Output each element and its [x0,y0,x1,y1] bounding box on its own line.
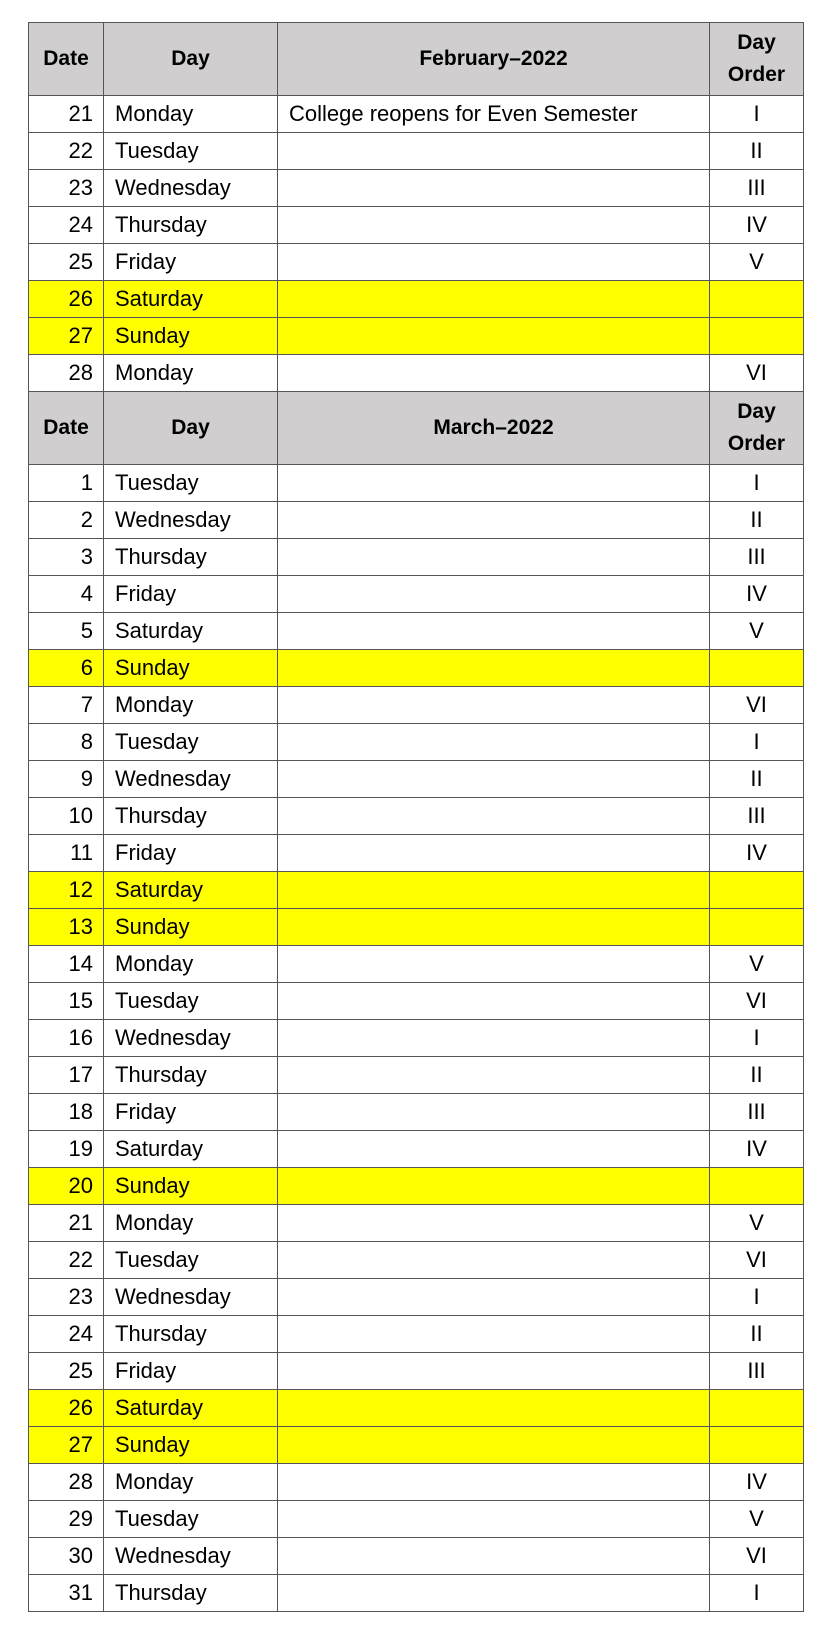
day-order-cell: V [710,244,804,281]
day-cell: Friday [104,576,278,613]
event-cell [278,502,710,539]
day-cell: Tuesday [104,1242,278,1279]
day-order-cell: I [710,465,804,502]
table-row [29,1094,804,1131]
day-order-cell: III [710,1353,804,1390]
day-order-cell [710,281,804,318]
table-row-holiday [29,1427,804,1464]
event-cell [278,355,710,392]
header-day: Day [104,392,278,465]
academic-calendar-table [28,22,804,1612]
day-cell: Friday [104,1094,278,1131]
date-cell: 23 [29,1279,104,1316]
table-row [29,1501,804,1538]
date-cell: 29 [29,1501,104,1538]
table-row-holiday [29,650,804,687]
table-row [29,983,804,1020]
event-cell [278,1020,710,1057]
table-row [29,724,804,761]
day-cell: Monday [104,687,278,724]
table-row [29,1538,804,1575]
date-cell: 24 [29,207,104,244]
day-cell: Friday [104,1353,278,1390]
day-order-cell: VI [710,983,804,1020]
event-cell [278,576,710,613]
day-cell: Monday [104,96,278,133]
event-cell [278,835,710,872]
event-cell [278,650,710,687]
day-order-cell: IV [710,207,804,244]
header-day: Day [104,23,278,96]
date-cell: 15 [29,983,104,1020]
date-cell: 4 [29,576,104,613]
table-row [29,576,804,613]
table-row [29,539,804,576]
event-cell [278,798,710,835]
day-cell: Monday [104,946,278,983]
day-cell: Sunday [104,650,278,687]
day-order-cell [710,872,804,909]
table-row-holiday [29,1168,804,1205]
date-cell: 21 [29,1205,104,1242]
date-cell: 30 [29,1538,104,1575]
table-row-holiday [29,909,804,946]
table-row [29,946,804,983]
header-day-order [710,23,804,96]
event-cell [278,133,710,170]
day-order-cell: IV [710,1464,804,1501]
event-cell [278,1390,710,1427]
date-cell: 21 [29,96,104,133]
day-cell: Saturday [104,281,278,318]
day-cell: Sunday [104,1427,278,1464]
day-cell: Tuesday [104,983,278,1020]
date-cell: 18 [29,1094,104,1131]
event-cell [278,281,710,318]
day-cell: Tuesday [104,1501,278,1538]
day-order-cell: I [710,724,804,761]
day-order-cell: I [710,96,804,133]
date-cell: 1 [29,465,104,502]
table-row [29,1575,804,1612]
day-order-cell: VI [710,687,804,724]
day-order-cell: II [710,761,804,798]
table-row [29,761,804,798]
day-order-cell: V [710,1501,804,1538]
table-row [29,170,804,207]
date-cell: 28 [29,1464,104,1501]
event-cell [278,1131,710,1168]
event-cell [278,318,710,355]
table-row [29,207,804,244]
day-order-cell [710,1427,804,1464]
table-row [29,355,804,392]
table-row [29,1020,804,1057]
date-cell: 22 [29,1242,104,1279]
day-cell: Tuesday [104,465,278,502]
day-order-cell [710,318,804,355]
day-cell: Sunday [104,1168,278,1205]
date-cell: 9 [29,761,104,798]
day-cell: Wednesday [104,1538,278,1575]
day-cell: Monday [104,1205,278,1242]
day-order-cell: III [710,539,804,576]
day-order-cell: II [710,133,804,170]
header-month: March–2022 [278,392,710,465]
day-cell: Monday [104,1464,278,1501]
date-cell: 10 [29,798,104,835]
table-row [29,1205,804,1242]
day-cell: Thursday [104,207,278,244]
event-cell [278,1538,710,1575]
table-row [29,687,804,724]
table-row-holiday [29,1390,804,1427]
day-order-cell: IV [710,835,804,872]
header-day-order-line2: Order [727,63,786,86]
date-cell: 17 [29,1057,104,1094]
event-cell [278,1353,710,1390]
event-cell [278,1575,710,1612]
table-row [29,1242,804,1279]
day-order-cell [710,1390,804,1427]
event-cell [278,946,710,983]
day-cell: Saturday [104,613,278,650]
day-cell: Wednesday [104,170,278,207]
date-cell: 19 [29,1131,104,1168]
day-cell: Saturday [104,1131,278,1168]
day-cell: Thursday [104,1575,278,1612]
day-cell: Thursday [104,798,278,835]
table-row [29,835,804,872]
day-order-cell: II [710,1316,804,1353]
header-date: Date [29,23,104,96]
day-order-cell: I [710,1020,804,1057]
day-cell: Wednesday [104,1020,278,1057]
table-row [29,244,804,281]
day-cell: Saturday [104,872,278,909]
event-cell [278,244,710,281]
date-cell: 7 [29,687,104,724]
day-order-cell: VI [710,1538,804,1575]
date-cell: 28 [29,355,104,392]
date-cell: 2 [29,502,104,539]
day-order-cell: IV [710,576,804,613]
table-row [29,1464,804,1501]
day-order-cell: III [710,170,804,207]
event-cell [278,613,710,650]
event-cell [278,1242,710,1279]
date-cell: 6 [29,650,104,687]
day-order-cell: II [710,502,804,539]
date-cell: 26 [29,281,104,318]
day-cell: Thursday [104,539,278,576]
day-cell: Saturday [104,1390,278,1427]
day-order-cell: V [710,946,804,983]
section-header-row [29,392,804,465]
day-cell: Sunday [104,909,278,946]
event-cell [278,1094,710,1131]
date-cell: 26 [29,1390,104,1427]
day-order-cell: V [710,613,804,650]
date-cell: 25 [29,1353,104,1390]
day-cell: Wednesday [104,761,278,798]
event-cell [278,465,710,502]
table-row [29,465,804,502]
day-order-cell: I [710,1279,804,1316]
event-cell [278,872,710,909]
table-row [29,798,804,835]
day-cell: Wednesday [104,502,278,539]
date-cell: 23 [29,170,104,207]
date-cell: 27 [29,318,104,355]
event-cell [278,909,710,946]
date-cell: 22 [29,133,104,170]
header-day-order-line1: Day [737,400,776,423]
table-row [29,1057,804,1094]
date-cell: 11 [29,835,104,872]
event-cell [278,207,710,244]
table-row [29,133,804,170]
date-cell: 20 [29,1168,104,1205]
day-cell: Thursday [104,1057,278,1094]
table-row [29,96,804,133]
calendar-body [29,23,804,1612]
header-day-order [710,392,804,465]
day-cell: Sunday [104,318,278,355]
event-cell [278,1427,710,1464]
event-cell: College reopens for Even Semester [278,96,710,133]
table-row-holiday [29,872,804,909]
table-row [29,502,804,539]
day-order-cell: III [710,798,804,835]
section-header-row [29,23,804,96]
day-order-cell [710,1168,804,1205]
day-order-cell: VI [710,355,804,392]
date-cell: 14 [29,946,104,983]
event-cell [278,761,710,798]
date-cell: 25 [29,244,104,281]
header-date: Date [29,392,104,465]
event-cell [278,724,710,761]
event-cell [278,983,710,1020]
event-cell [278,1464,710,1501]
day-cell: Friday [104,835,278,872]
event-cell [278,170,710,207]
day-cell: Thursday [104,1316,278,1353]
date-cell: 13 [29,909,104,946]
table-row [29,1131,804,1168]
header-day-order-line2: Order [727,432,786,455]
day-order-cell [710,909,804,946]
day-order-cell: I [710,1575,804,1612]
day-order-cell: IV [710,1131,804,1168]
event-cell [278,1205,710,1242]
event-cell [278,539,710,576]
date-cell: 8 [29,724,104,761]
header-day-order-line1: Day [737,31,776,54]
day-order-cell: VI [710,1242,804,1279]
date-cell: 27 [29,1427,104,1464]
date-cell: 31 [29,1575,104,1612]
date-cell: 3 [29,539,104,576]
date-cell: 12 [29,872,104,909]
day-cell: Tuesday [104,133,278,170]
day-order-cell: III [710,1094,804,1131]
day-cell: Friday [104,244,278,281]
event-cell [278,1501,710,1538]
table-row [29,1353,804,1390]
table-row [29,1279,804,1316]
date-cell: 5 [29,613,104,650]
day-cell: Wednesday [104,1279,278,1316]
table-row [29,613,804,650]
event-cell [278,1316,710,1353]
day-order-cell: II [710,1057,804,1094]
date-cell: 16 [29,1020,104,1057]
day-cell: Tuesday [104,724,278,761]
table-row-holiday [29,281,804,318]
event-cell [278,1168,710,1205]
date-cell: 24 [29,1316,104,1353]
event-cell [278,687,710,724]
header-month: February–2022 [278,23,710,96]
table-row [29,1316,804,1353]
table-row-holiday [29,318,804,355]
day-cell: Monday [104,355,278,392]
event-cell [278,1057,710,1094]
day-order-cell [710,650,804,687]
event-cell [278,1279,710,1316]
day-order-cell: V [710,1205,804,1242]
